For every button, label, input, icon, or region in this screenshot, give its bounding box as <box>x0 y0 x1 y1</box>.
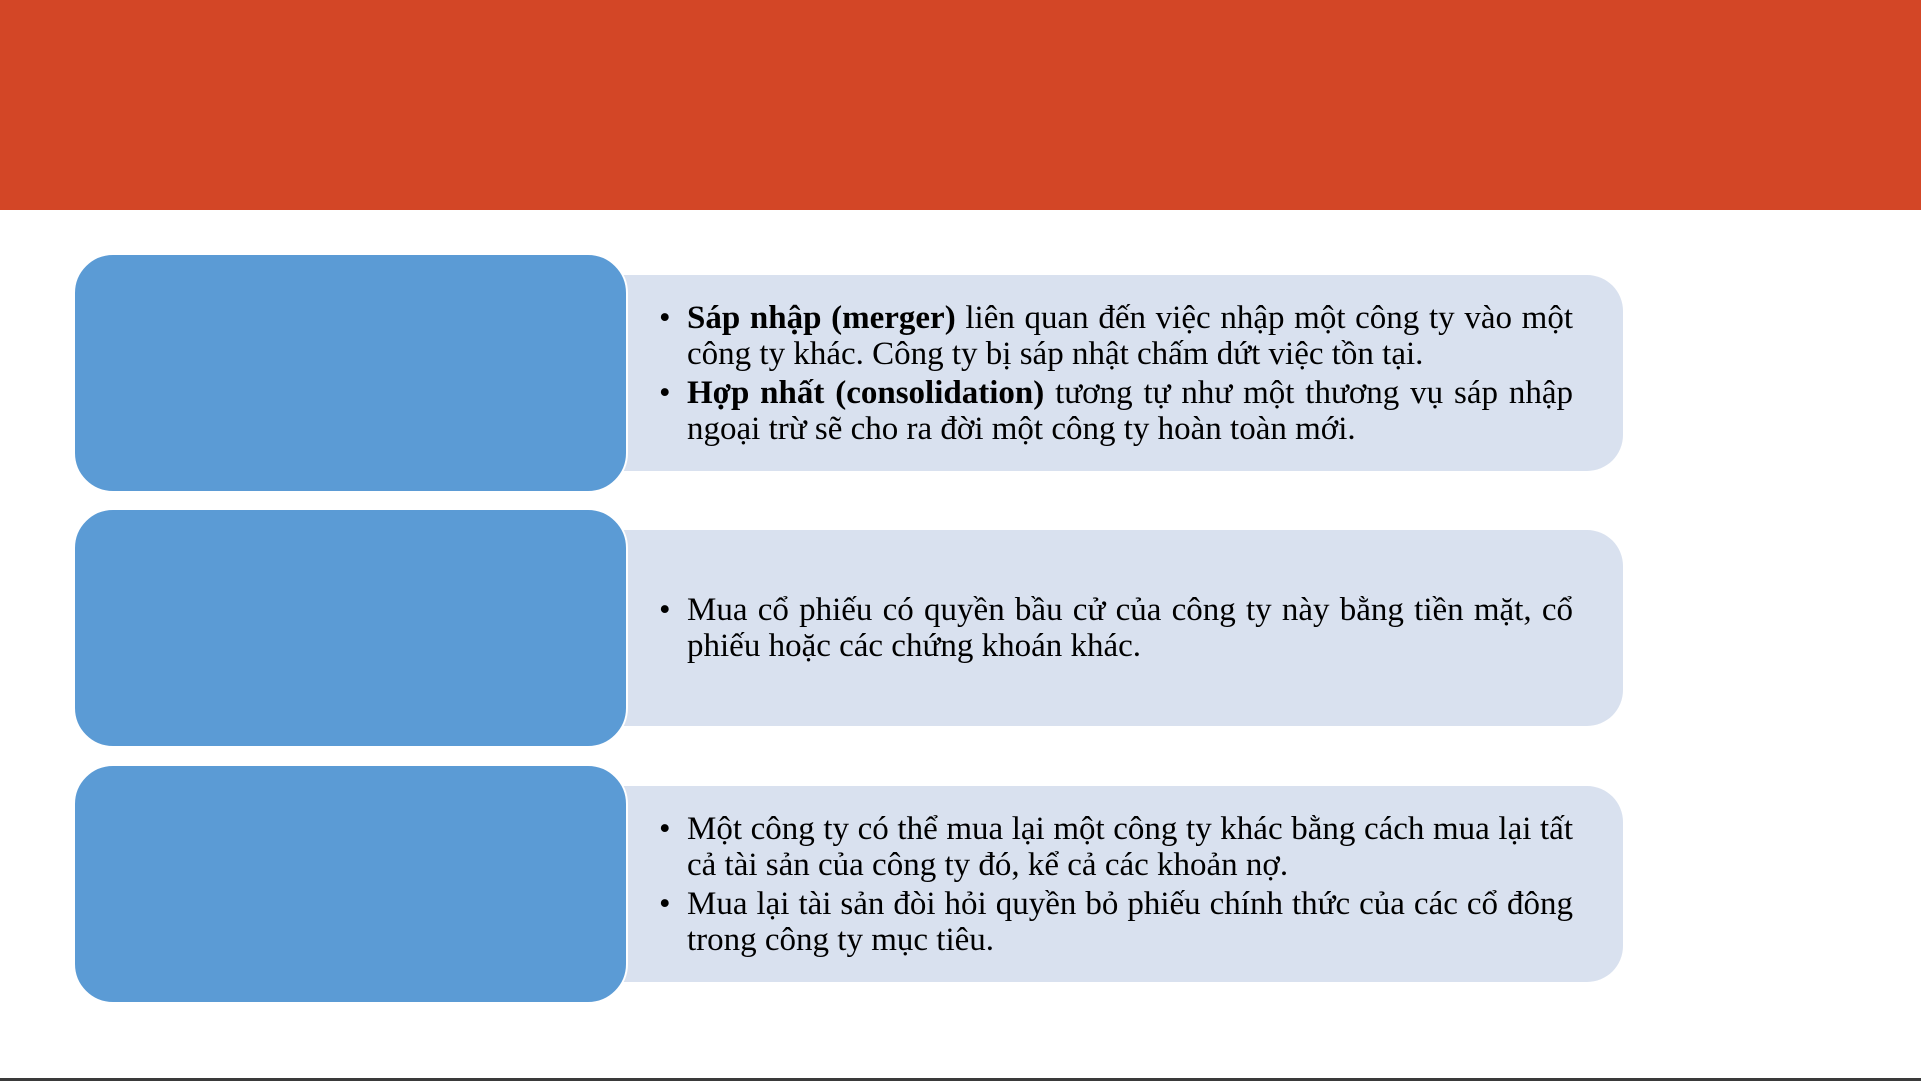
bullet-text: Mua cổ phiếu có quyền bầu cử của công ty này bằng tiền mặt, cổ phiếu hoặc các chứng khoán khác. <box>687 592 1573 664</box>
bullet-text: liên quan đến việc nhập một công ty vào một công ty khác. Công ty bị sáp nhật chấm dứt việc tồn tại. <box>687 299 1573 372</box>
content-box-stock-acquisition <box>613 530 1623 726</box>
bullet-text: Một công ty có thể mua lại một công ty khác bằng cách mua lại tất cả tài sản của công ty đó, kể cả các khoản nợ. <box>687 810 1573 883</box>
label-box-asset-acquisition <box>73 764 628 1004</box>
row-merger <box>73 253 1623 495</box>
bullet-list <box>659 297 1573 450</box>
bullet-bold: Sáp nhập (merger) <box>687 299 956 336</box>
header-band <box>0 0 1921 210</box>
row-stock-acquisition <box>73 508 1623 750</box>
list-item <box>659 886 1573 958</box>
bullet-list <box>659 589 1573 667</box>
label-box-merger <box>73 253 628 493</box>
content-box-merger <box>613 275 1623 471</box>
row-asset-acquisition <box>73 764 1623 1006</box>
list-item <box>659 811 1573 883</box>
bullet-text: Mua lại tài sản đòi hỏi quyền bỏ phiếu chính thức của các cổ đông trong công ty mục tiêu. <box>687 885 1573 958</box>
content-box-asset-acquisition <box>613 786 1623 982</box>
list-item <box>659 375 1573 447</box>
list-item <box>659 300 1573 372</box>
bullet-list <box>659 808 1573 961</box>
label-box-stock-acquisition <box>73 508 628 748</box>
list-item <box>659 592 1573 664</box>
bullet-text: tương tự như một thương vụ sáp nhập ngoại trừ sẽ cho ra đời một công ty hoàn toàn mới. <box>687 374 1573 447</box>
bullet-bold: Hợp nhất (consolidation) <box>687 374 1045 411</box>
